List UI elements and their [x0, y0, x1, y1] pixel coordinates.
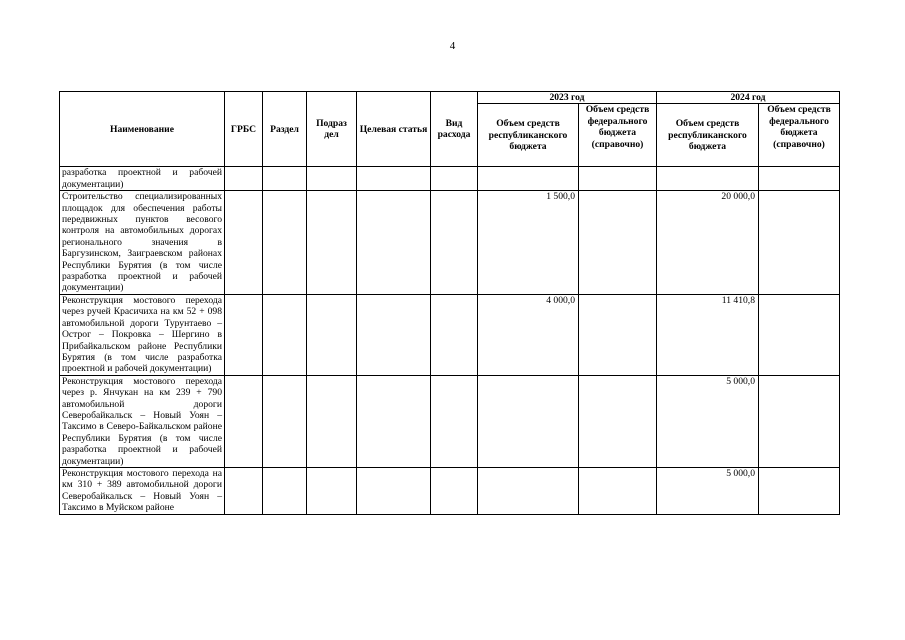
row-razdel	[263, 375, 307, 467]
row-rep-2024: 20 000,0	[657, 191, 759, 295]
row-grbs	[225, 375, 263, 467]
table-row	[60, 167, 840, 191]
table-row	[60, 375, 840, 467]
row-fed-2023	[579, 167, 657, 191]
col-header-podrazdel: Подраз дел	[307, 92, 357, 167]
table-row	[60, 191, 840, 295]
table-row	[60, 467, 840, 514]
row-rep-2023	[478, 375, 579, 467]
row-fed-2023	[579, 467, 657, 514]
col-header-vid: Вид расхода	[431, 92, 478, 167]
row-name: Реконструкция мостового перехода через р. Янчукан на км 239 + 790 автомобильной дороги Северобайкальск – Новый Уоян – Таксимо в Северо-Байкальском районе Республики Бурятия (в том числе разработка проектной и рабочей документации)	[60, 375, 225, 467]
row-rep-2023: 1 500,0	[478, 191, 579, 295]
row-fed-2024	[759, 294, 840, 375]
row-grbs	[225, 191, 263, 295]
row-rep-2024	[657, 167, 759, 191]
row-razdel	[263, 294, 307, 375]
row-rep-2023	[478, 467, 579, 514]
col-header-name: Наименование	[60, 92, 225, 167]
row-grbs	[225, 294, 263, 375]
table-row	[60, 294, 840, 375]
col-header-rep-2023: Объем средств республиканского бюджета	[478, 104, 579, 167]
row-vid	[431, 375, 478, 467]
row-fed-2024	[759, 191, 840, 295]
row-target	[357, 294, 431, 375]
header-row-years	[60, 92, 840, 104]
row-razdel	[263, 467, 307, 514]
row-rep-2024: 5 000,0	[657, 375, 759, 467]
row-fed-2023	[579, 375, 657, 467]
page-number: 4	[449, 40, 456, 52]
row-fed-2024	[759, 375, 840, 467]
row-grbs	[225, 167, 263, 191]
row-target	[357, 375, 431, 467]
row-target	[357, 467, 431, 514]
col-header-fed-2023: Объем средств федерального бюджета (справочно)	[579, 104, 657, 167]
row-fed-2024	[759, 167, 840, 191]
col-header-year-2024: 2024 год	[657, 92, 840, 104]
row-fed-2024	[759, 467, 840, 514]
row-podrazdel	[307, 294, 357, 375]
row-vid	[431, 467, 478, 514]
col-header-fed-2024: Объем средств федерального бюджета (справочно)	[759, 104, 840, 167]
col-header-razdel: Раздел	[263, 92, 307, 167]
col-header-grbs: ГРБС	[225, 92, 263, 167]
row-fed-2023	[579, 294, 657, 375]
budget-table	[59, 91, 840, 515]
row-vid	[431, 167, 478, 191]
row-vid	[431, 191, 478, 295]
col-header-year-2023: 2023 год	[478, 92, 657, 104]
row-target	[357, 167, 431, 191]
row-podrazdel	[307, 467, 357, 514]
row-rep-2024: 11 410,8	[657, 294, 759, 375]
row-razdel	[263, 191, 307, 295]
row-vid	[431, 294, 478, 375]
row-name: Реконструкция мостового перехода через ручей Красичиха на км 52 + 098 автомобильной дороги Турунтаево – Острог – Покровка – Шергино в Прибайкальском районе Республики Бурятия (в том числе разработка проектной и рабочей документации)	[60, 294, 225, 375]
row-podrazdel	[307, 191, 357, 295]
row-rep-2023	[478, 167, 579, 191]
row-podrazdel	[307, 375, 357, 467]
row-fed-2023	[579, 191, 657, 295]
col-header-rep-2024: Объем средств республиканского бюджета	[657, 104, 759, 167]
row-rep-2023: 4 000,0	[478, 294, 579, 375]
row-rep-2024: 5 000,0	[657, 467, 759, 514]
row-podrazdel	[307, 167, 357, 191]
row-name: Реконструкция мостового перехода на км 310 + 389 автомобильной дороги Северобайкальск – Новый Уоян – Таксимо в Муйском районе	[60, 467, 225, 514]
col-header-target: Целевая статья	[357, 92, 431, 167]
row-razdel	[263, 167, 307, 191]
row-target	[357, 191, 431, 295]
row-name: разработка проектной и рабочей документации)	[60, 167, 225, 191]
row-grbs	[225, 467, 263, 514]
row-name: Строительство специализированных площадок для обеспечения работы передвижных пунктов весового контроля на автомобильных дорогах регионального значения в Баргузинском, Заиграевском районах Республики Бурятия (в том числе разработка проектной и рабочей документации)	[60, 191, 225, 295]
